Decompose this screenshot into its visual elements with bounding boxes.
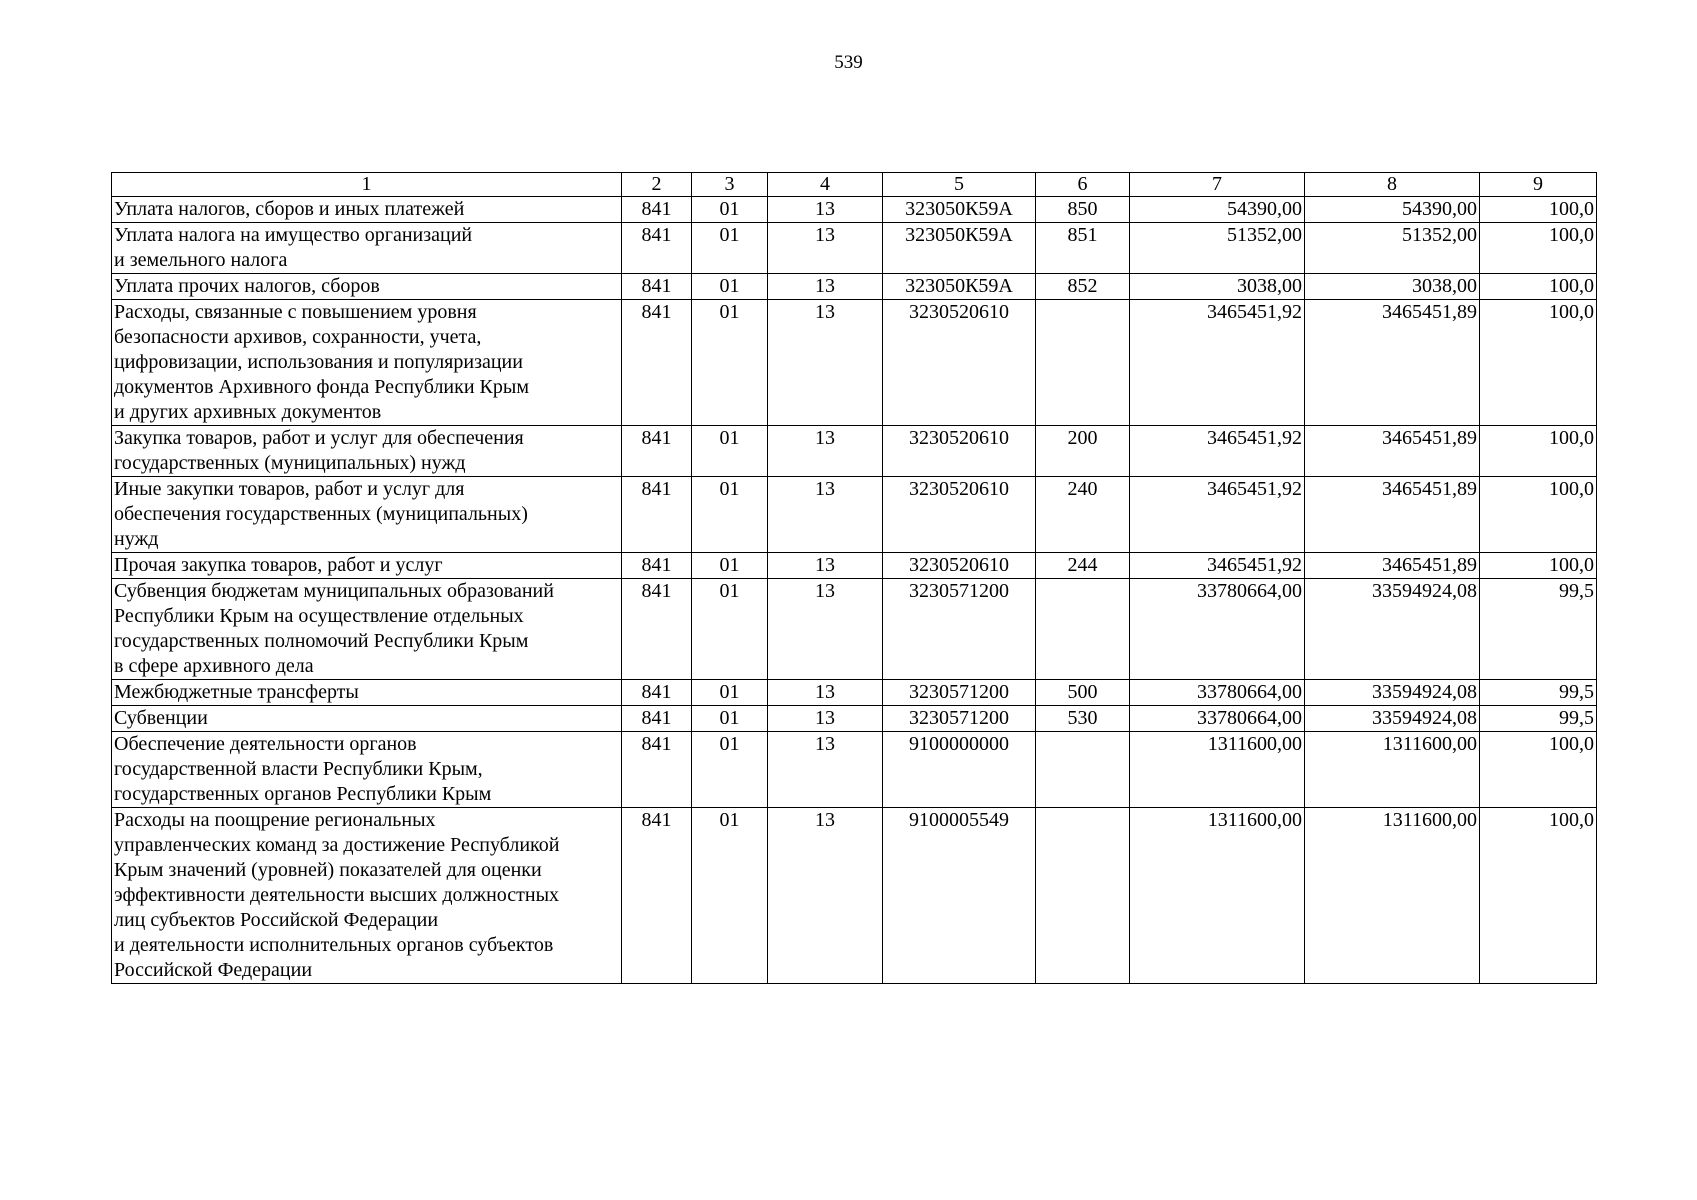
table-row — [112, 223, 1597, 274]
approved-amount: 33780664,00 — [1130, 706, 1305, 732]
executed-amount: 54390,00 — [1305, 197, 1480, 223]
expense-type-code: 850 — [1036, 197, 1130, 223]
section-code: 01 — [692, 197, 768, 223]
section-code: 01 — [692, 477, 768, 553]
executed-amount: 1311600,00 — [1305, 808, 1480, 984]
expense-type-code: 530 — [1036, 706, 1130, 732]
section-code: 01 — [692, 426, 768, 477]
section-code: 01 — [692, 553, 768, 579]
section-code: 01 — [692, 223, 768, 274]
subsection-code: 13 — [768, 300, 883, 426]
expense-type-code: 244 — [1036, 553, 1130, 579]
ministry-code: 841 — [622, 223, 692, 274]
expense-type-code: 240 — [1036, 477, 1130, 553]
approved-amount: 1311600,00 — [1130, 808, 1305, 984]
row-description: Расходы, связанные с повышением уровня безопасности архивов, сохранности, учета, цифровизации, использования и популяризации документов Архивного фонда Республики Крым и других архивных документов — [112, 300, 622, 426]
column-header: 3 — [692, 173, 768, 197]
ministry-code: 841 — [622, 197, 692, 223]
column-header: 2 — [622, 173, 692, 197]
target-article-code: 3230571200 — [883, 579, 1036, 680]
section-code: 01 — [692, 808, 768, 984]
row-description: Иные закупки товаров, работ и услуг для обеспечения государственных (муниципальных) нужд — [112, 477, 622, 553]
executed-amount: 3465451,89 — [1305, 477, 1480, 553]
column-header: 1 — [112, 173, 622, 197]
approved-amount: 3038,00 — [1130, 274, 1305, 300]
target-article-code: 3230520610 — [883, 477, 1036, 553]
approved-amount: 33780664,00 — [1130, 680, 1305, 706]
subsection-code: 13 — [768, 274, 883, 300]
approved-amount: 3465451,92 — [1130, 300, 1305, 426]
subsection-code: 13 — [768, 680, 883, 706]
ministry-code: 841 — [622, 274, 692, 300]
executed-amount: 51352,00 — [1305, 223, 1480, 274]
expense-type-code: 851 — [1036, 223, 1130, 274]
execution-percent: 99,5 — [1480, 579, 1597, 680]
table-row — [112, 477, 1597, 553]
target-article-code: 3230571200 — [883, 680, 1036, 706]
column-header: 5 — [883, 173, 1036, 197]
row-description: Уплата налога на имущество организаций и земельного налога — [112, 223, 622, 274]
expense-type-code: 852 — [1036, 274, 1130, 300]
executed-amount: 33594924,08 — [1305, 579, 1480, 680]
table-row — [112, 706, 1597, 732]
expense-type-code: 200 — [1036, 426, 1130, 477]
subsection-code: 13 — [768, 223, 883, 274]
execution-percent: 100,0 — [1480, 732, 1597, 808]
execution-percent: 100,0 — [1480, 274, 1597, 300]
executed-amount: 33594924,08 — [1305, 706, 1480, 732]
row-description: Уплата прочих налогов, сборов — [112, 274, 622, 300]
expense-type-code — [1036, 732, 1130, 808]
execution-percent: 100,0 — [1480, 553, 1597, 579]
ministry-code: 841 — [622, 579, 692, 680]
executed-amount: 3465451,89 — [1305, 426, 1480, 477]
target-article-code: 323050К59А — [883, 274, 1036, 300]
approved-amount: 54390,00 — [1130, 197, 1305, 223]
execution-percent: 100,0 — [1480, 426, 1597, 477]
section-code: 01 — [692, 706, 768, 732]
execution-percent: 99,5 — [1480, 680, 1597, 706]
subsection-code: 13 — [768, 808, 883, 984]
column-number-row — [112, 173, 1597, 197]
target-article-code: 3230520610 — [883, 426, 1036, 477]
budget-execution-table — [111, 172, 1597, 984]
column-header: 4 — [768, 173, 883, 197]
target-article-code: 3230520610 — [883, 300, 1036, 426]
target-article-code: 9100000000 — [883, 732, 1036, 808]
approved-amount: 3465451,92 — [1130, 553, 1305, 579]
subsection-code: 13 — [768, 426, 883, 477]
ministry-code: 841 — [622, 553, 692, 579]
execution-percent: 100,0 — [1480, 300, 1597, 426]
column-header: 7 — [1130, 173, 1305, 197]
approved-amount: 1311600,00 — [1130, 732, 1305, 808]
expense-type-code — [1036, 808, 1130, 984]
ministry-code: 841 — [622, 426, 692, 477]
row-description: Обеспечение деятельности органов государственной власти Республики Крым, государственных органов Республики Крым — [112, 732, 622, 808]
row-description: Уплата налогов, сборов и иных платежей — [112, 197, 622, 223]
table-row — [112, 300, 1597, 426]
ministry-code: 841 — [622, 706, 692, 732]
table-row — [112, 426, 1597, 477]
executed-amount: 3465451,89 — [1305, 553, 1480, 579]
target-article-code: 3230571200 — [883, 706, 1036, 732]
execution-percent: 100,0 — [1480, 223, 1597, 274]
ministry-code: 841 — [622, 477, 692, 553]
row-description: Межбюджетные трансферты — [112, 680, 622, 706]
executed-amount: 1311600,00 — [1305, 732, 1480, 808]
target-article-code: 323050К59А — [883, 223, 1036, 274]
row-description: Расходы на поощрение региональных управленческих команд за достижение Республикой Крым значений (уровней) показателей для оценки эффективности деятельности высших должностных лиц субъектов Российской Федерации и деятельности исполнительных органов субъектов Российской Федерации — [112, 808, 622, 984]
subsection-code: 13 — [768, 579, 883, 680]
subsection-code: 13 — [768, 553, 883, 579]
approved-amount: 33780664,00 — [1130, 579, 1305, 680]
ministry-code: 841 — [622, 732, 692, 808]
target-article-code: 9100005549 — [883, 808, 1036, 984]
table-row — [112, 808, 1597, 984]
section-code: 01 — [692, 732, 768, 808]
approved-amount: 51352,00 — [1130, 223, 1305, 274]
target-article-code: 323050К59А — [883, 197, 1036, 223]
ministry-code: 841 — [622, 300, 692, 426]
section-code: 01 — [692, 300, 768, 426]
page-number: 539 — [834, 52, 863, 73]
execution-percent: 100,0 — [1480, 477, 1597, 553]
subsection-code: 13 — [768, 706, 883, 732]
section-code: 01 — [692, 680, 768, 706]
table-row — [112, 553, 1597, 579]
column-header: 9 — [1480, 173, 1597, 197]
approved-amount: 3465451,92 — [1130, 426, 1305, 477]
table-row — [112, 732, 1597, 808]
execution-percent: 99,5 — [1480, 706, 1597, 732]
executed-amount: 3465451,89 — [1305, 300, 1480, 426]
subsection-code: 13 — [768, 732, 883, 808]
expense-type-code — [1036, 300, 1130, 426]
column-header: 6 — [1036, 173, 1130, 197]
table-body — [112, 197, 1597, 984]
row-description: Прочая закупка товаров, работ и услуг — [112, 553, 622, 579]
row-description: Субвенции — [112, 706, 622, 732]
executed-amount: 3038,00 — [1305, 274, 1480, 300]
executed-amount: 33594924,08 — [1305, 680, 1480, 706]
section-code: 01 — [692, 579, 768, 680]
table-row — [112, 197, 1597, 223]
expense-type-code: 500 — [1036, 680, 1130, 706]
table-row — [112, 274, 1597, 300]
execution-percent: 100,0 — [1480, 808, 1597, 984]
section-code: 01 — [692, 274, 768, 300]
table-row — [112, 680, 1597, 706]
execution-percent: 100,0 — [1480, 197, 1597, 223]
ministry-code: 841 — [622, 808, 692, 984]
column-header: 8 — [1305, 173, 1480, 197]
subsection-code: 13 — [768, 197, 883, 223]
expense-type-code — [1036, 579, 1130, 680]
row-description: Закупка товаров, работ и услуг для обеспечения государственных (муниципальных) нужд — [112, 426, 622, 477]
ministry-code: 841 — [622, 680, 692, 706]
table-row — [112, 579, 1597, 680]
row-description: Субвенция бюджетам муниципальных образований Республики Крым на осуществление отдельных государственных полномочий Республики Крым в сфере архивного дела — [112, 579, 622, 680]
subsection-code: 13 — [768, 477, 883, 553]
target-article-code: 3230520610 — [883, 553, 1036, 579]
approved-amount: 3465451,92 — [1130, 477, 1305, 553]
